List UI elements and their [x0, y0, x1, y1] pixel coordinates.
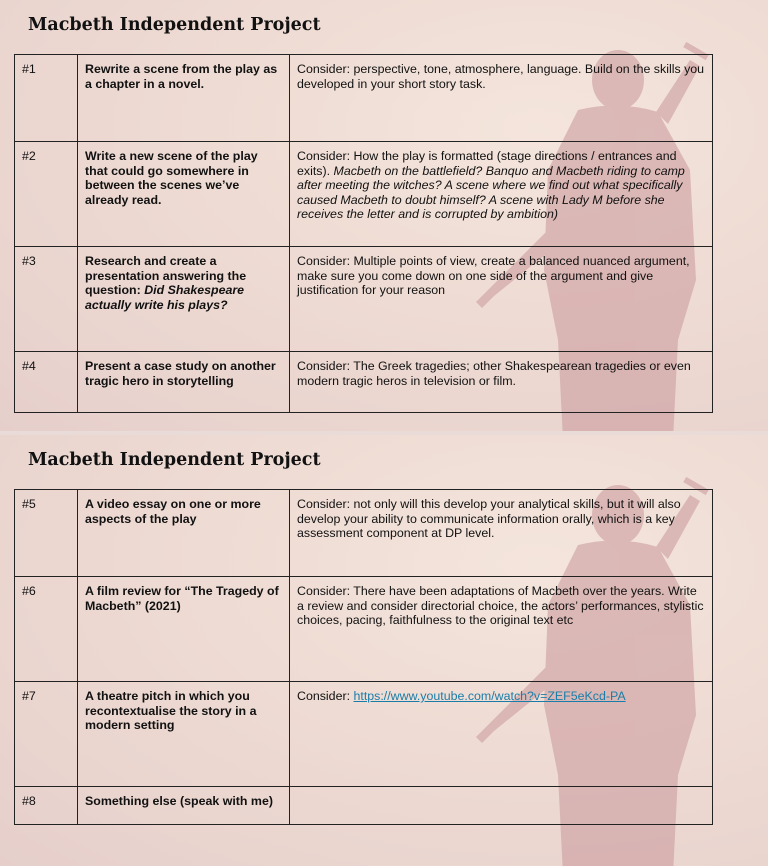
task-text: A video essay on one or more aspects of the play [85, 497, 261, 526]
description-text: Consider: Multiple points of view, create a balanced nuanced argument, make sure you come down on one side of the argument and give justification for your reason [297, 254, 690, 298]
option-task [78, 55, 290, 142]
option-task [78, 490, 290, 577]
table-row [15, 682, 713, 787]
table-row [15, 490, 713, 577]
description-text: Consider: How the play is formatted (stage directions / entrances and exits). [297, 149, 677, 178]
table-row [15, 142, 713, 247]
slide-1 [0, 0, 768, 431]
description-italic-text: Macbeth on the battlefield? Banquo and Macbeth riding to camp after meeting the witches? A scene where we find out what specifically caused Macbeth to doubt himself? A scene with Lady M before she receives the letter and is corrupted by ambition) [297, 163, 685, 222]
project-options-table [14, 54, 713, 413]
option-description [290, 247, 713, 352]
description-text: Consider: not only will this develop your analytical skills, but it will also develop your ability to communicate information orally, which is a key assessment component at DP level. [297, 497, 681, 541]
page-title: Macbeth Independent Project [28, 450, 321, 470]
option-task [78, 682, 290, 787]
task-text: A theatre pitch in which you recontextualise the story in a modern setting [85, 689, 257, 733]
description-text: Consider: perspective, tone, atmosphere, language. Build on the skills you developed in your short story task. [297, 62, 705, 91]
option-number: #1 [15, 55, 78, 142]
task-text: Research and create a presentation answering the question: [85, 254, 247, 298]
youtube-link[interactable]: https://www.youtube.com/watch?v=ZEF5eKcd-PA [353, 689, 626, 703]
option-description [290, 682, 713, 787]
option-task [78, 247, 290, 352]
option-task [78, 352, 290, 413]
option-description [290, 490, 713, 577]
option-task [78, 787, 290, 825]
project-options-table [14, 489, 713, 825]
task-italic-text: Did Shakespeare actually write his plays? [85, 283, 245, 312]
task-text: Something else (speak with me) [85, 794, 273, 808]
task-text: A film review for “The Tragedy of Macbeth” (2021) [85, 584, 279, 613]
slide-2 [0, 435, 768, 866]
table-row [15, 247, 713, 352]
description-text: Consider: The Greek tragedies; other Shakespearean tragedies or even modern tragic heros in television or film. [297, 359, 691, 388]
task-text: Write a new scene of the play that could go somewhere in between the scenes we’ve already read. [85, 149, 258, 207]
option-number: #2 [15, 142, 78, 247]
page-title: Macbeth Independent Project [28, 15, 321, 35]
table-row [15, 352, 713, 413]
option-description [290, 787, 713, 825]
option-description [290, 577, 713, 682]
description-text: Consider: There have been adaptations of Macbeth over the years. Write a review and consider directorial choice, the actors’ performances, stylistic choices, pacing, faithfulness to the original text etc [297, 584, 704, 628]
option-description [290, 55, 713, 142]
option-description [290, 352, 713, 413]
table-row [15, 787, 713, 825]
option-number: #5 [15, 490, 78, 577]
option-description [290, 142, 713, 247]
description-text: Consider: [297, 689, 354, 703]
option-number: #4 [15, 352, 78, 413]
option-number: #8 [15, 787, 78, 825]
option-number: #3 [15, 247, 78, 352]
option-task [78, 142, 290, 247]
option-number: #7 [15, 682, 78, 787]
option-number: #6 [15, 577, 78, 682]
option-task [78, 577, 290, 682]
table-row [15, 55, 713, 142]
task-text: Rewrite a scene from the play as a chapter in a novel. [85, 62, 278, 91]
task-text: Present a case study on another tragic hero in storytelling [85, 359, 276, 388]
table-row [15, 577, 713, 682]
